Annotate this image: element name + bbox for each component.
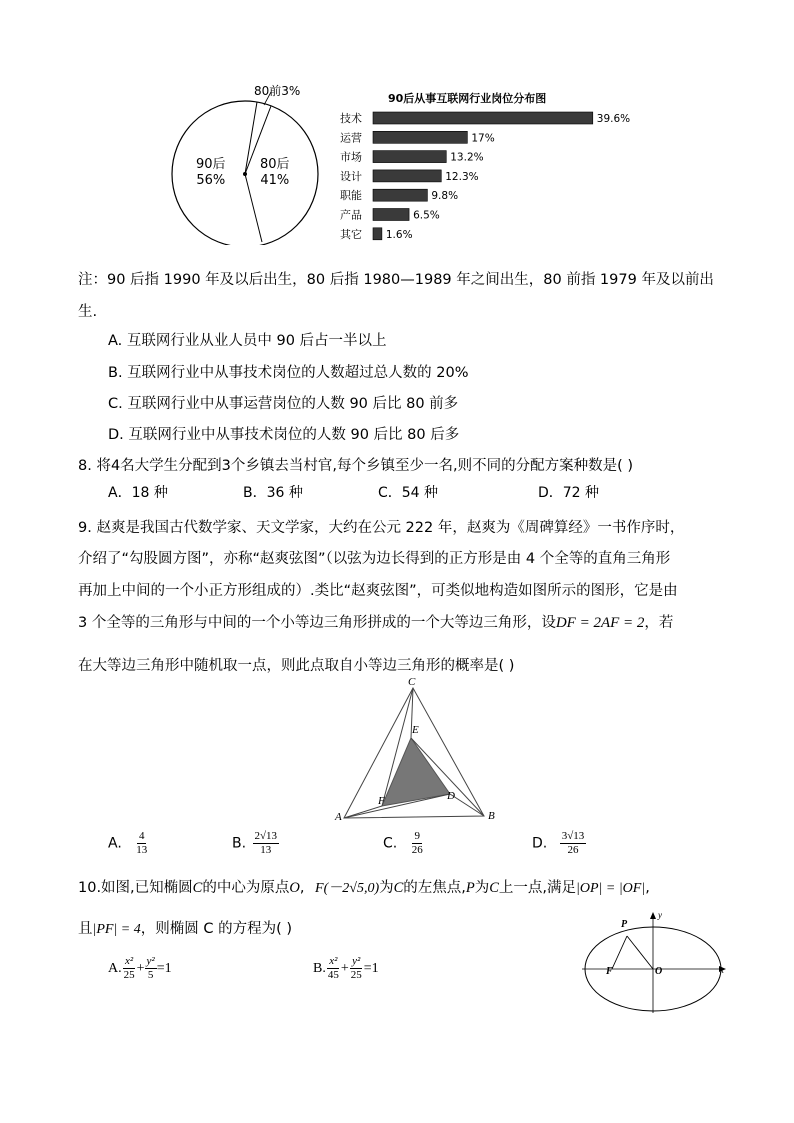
q10-option-b-x-term [326, 955, 341, 982]
q10-text-8: 且 [78, 921, 93, 937]
label-b: B [488, 810, 495, 822]
q9-option-b-num: 2√13 [254, 830, 278, 842]
q10-option-b-plus: + [340, 960, 349, 976]
q8-option-c: C．54 种 [378, 485, 439, 501]
q10-option-a-letter: A. [108, 960, 122, 976]
segment-f-p [612, 936, 627, 969]
q8-option-b: B．36 种 [243, 485, 303, 501]
q10-option-b-x2: x² [329, 955, 338, 967]
q10-option-a-eq: =1 [156, 960, 172, 976]
q10-option-a-y-term [145, 955, 157, 982]
bar-category-label: 职能 [340, 189, 362, 203]
q9-option-d-fraction [560, 830, 587, 857]
q9-line-2: 介绍了“勾股圆方图”，亦称“赵爽弦图”（以弦为边长得到的正方形是由 4 个全等的直角三角形 [78, 551, 671, 567]
q10-focus-point: F(－2√5,0) [315, 881, 380, 896]
q10-text-9: ，则椭圆 C 的方程为( ) [140, 921, 293, 937]
q9-option-a [108, 830, 149, 857]
q10-option-a [108, 955, 172, 982]
q10-line-2 [78, 919, 292, 940]
q10-option-b-letter: B. [313, 960, 326, 976]
triangle-figure [330, 676, 510, 828]
q10-var-c-3: C [489, 880, 499, 896]
q10-text-7: , [645, 880, 650, 896]
q8-stem: 8. 将4名大学生分配到3个乡镇去当村官,每个乡镇至少一名,则不同的分配方案种数是( ) [78, 458, 634, 474]
bar [373, 131, 467, 143]
q9-option-d-letter: D. [532, 835, 548, 852]
pie-center [243, 172, 247, 176]
q10-line-1 [78, 878, 650, 899]
bar-value-label: 1.6% [385, 228, 413, 241]
pie-chart [170, 80, 330, 245]
q10-option-a-y2: y² [146, 955, 155, 967]
label-c: C [408, 676, 416, 688]
pie-label-80 [260, 157, 290, 189]
q9-option-c-letter: C. [383, 835, 398, 852]
q9-option-b-letter: B. [232, 835, 247, 852]
q10-option-a-x-den: 25 [123, 969, 135, 981]
label-f: F [378, 795, 385, 807]
q10-text-4: 的左焦点, [403, 880, 466, 896]
q10-option-b-y-den: 25 [350, 969, 362, 981]
q10-option-b-y2: y² [352, 955, 361, 967]
q9-option-b-den: 13 [260, 844, 272, 856]
q9-option-a-den: 13 [136, 844, 148, 856]
bar-category-label: 市场 [340, 150, 362, 164]
q10-text-1: 10.如图,已知椭圆 [78, 880, 193, 896]
q10-option-a-y-den: 5 [147, 969, 154, 981]
bar [373, 170, 441, 182]
q8-option-a: A．18 种 [108, 485, 168, 501]
q9-line-5: 在大等边三角形中随机取一点，则此点取自小等边三角形的概率是( ) [78, 658, 515, 674]
q10-cond-op-of: |OP| = |OF| [576, 881, 646, 896]
q10-cond-pf: |PF| = 4 [92, 922, 141, 937]
ellipse-label-p: P [621, 919, 628, 930]
q10-option-b-x-den: 45 [327, 969, 339, 981]
pie-label-80pre: 80前3% [254, 84, 301, 98]
bar-category-label: 运营 [340, 131, 362, 145]
bar-value-label: 9.8% [431, 190, 459, 203]
q9-option-a-fraction [134, 830, 149, 857]
bar [373, 151, 446, 163]
q9-option-d-den: 26 [567, 844, 579, 856]
bar-value-label: 39.6% [596, 113, 631, 125]
q9-option-c-num: 9 [414, 830, 420, 842]
bar [373, 228, 382, 240]
q10-option-a-plus: + [136, 960, 145, 976]
q9-option-d [532, 830, 586, 857]
q9-option-c-den: 26 [411, 844, 423, 856]
q10-option-a-x2: x² [125, 955, 134, 967]
q9-line-3: 再加上中间的一个小正方形组成的）.类比“赵爽弦图”，可类似地构造如图所示的图形，它是由 [78, 583, 678, 599]
bar [373, 112, 593, 124]
ellipse-label-f: F [606, 966, 613, 977]
q9-option-a-num: 4 [138, 830, 145, 842]
q9-line-4-end: ，若 [644, 615, 674, 631]
q10-var-c: C [192, 880, 203, 896]
q9-line-4-text: 3 个全等的三角形与中间的一个小等边三角形拼成的一个大等边三角形，设 [78, 615, 556, 631]
q7-option-c: C. 互联网行业中从事运营岗位的人数 90 后比 80 前多 [108, 396, 459, 412]
ellipse-label-x: x [720, 965, 724, 975]
q10-var-p: P [465, 880, 475, 896]
q7-option-b: B. 互联网行业中从事技术岗位的人数超过总人数的 20% [108, 365, 469, 381]
q10-option-a-x-term [122, 955, 137, 982]
q10-text-6: 上一点,满足 [498, 880, 577, 896]
bar-category-label: 设计 [340, 169, 362, 183]
label-e: E [412, 724, 419, 736]
q10-text-3: 为 [379, 880, 394, 896]
q9-option-b-fraction [253, 830, 280, 857]
q9-option-b [232, 830, 279, 857]
q10-var-o: O [289, 880, 300, 896]
q9-option-c-fraction [410, 830, 425, 857]
ellipse-figure [580, 905, 740, 1015]
pie-label-90-name: 90后 [196, 157, 226, 172]
q9-option-a-letter: A. [108, 835, 122, 852]
bar-value-label: 13.2% [450, 151, 484, 164]
q10-option-b-eq: =1 [363, 960, 379, 976]
q9-line-1: 9. 赵爽是我国古代数学家、天文学家，大约在公元 222 年，赵爽为《周碑算经》一书作序时， [78, 520, 685, 536]
bar-value-label: 12.3% [445, 170, 479, 183]
bar-chart-title: 90后从事互联网行业岗位分布图 [388, 92, 547, 105]
pie-label-90 [196, 157, 226, 189]
bar-value-label: 6.5% [413, 209, 440, 222]
q10-comma: , [299, 880, 305, 896]
segment-p-o [627, 936, 653, 969]
q10-option-b [313, 955, 379, 982]
label-d: D [447, 790, 455, 802]
bar [373, 209, 409, 221]
q9-option-d-num: 3√13 [561, 830, 585, 842]
q10-text-2: 的中心为原点 [202, 880, 290, 896]
note-line-2: 生. [78, 304, 98, 320]
q10-var-c-2: C [393, 880, 404, 896]
bar [373, 189, 427, 201]
q9-option-c [383, 830, 425, 857]
ellipse-label-o: O [655, 966, 663, 977]
bar-category-label: 产品 [340, 208, 362, 222]
bar-chart [340, 108, 660, 248]
q7-option-a: A. 互联网行业从业人员中 90 后占一半以上 [108, 333, 387, 349]
note-line-1: 注：90 后指 1990 年及以后出生，80 后指 1980—1989 年之间出生，80 前指 1979 年及以前出 [78, 272, 714, 288]
q10-option-b-y-term [349, 955, 364, 982]
q7-option-d: D. 互联网行业中从事技术岗位的人数 90 后比 80 后多 [108, 427, 460, 443]
q8-option-d: D．72 种 [538, 485, 600, 501]
q9-df-equation: DF = 2AF = 2 [555, 615, 645, 631]
q10-text-5: 为 [474, 880, 490, 896]
q9-line-4 [78, 613, 673, 633]
pie-label-80-pct: 41% [260, 173, 290, 188]
bar-category-label: 技术 [340, 112, 362, 125]
bar-category-label: 其它 [340, 227, 362, 241]
ellipse-label-y: y [658, 910, 662, 920]
pie-label-80-name: 80后 [260, 157, 290, 172]
bar-value-label: 17% [471, 132, 495, 145]
pie-label-90-pct: 56% [196, 173, 226, 188]
y-axis-arrow [650, 912, 656, 919]
label-a: A [335, 811, 342, 823]
